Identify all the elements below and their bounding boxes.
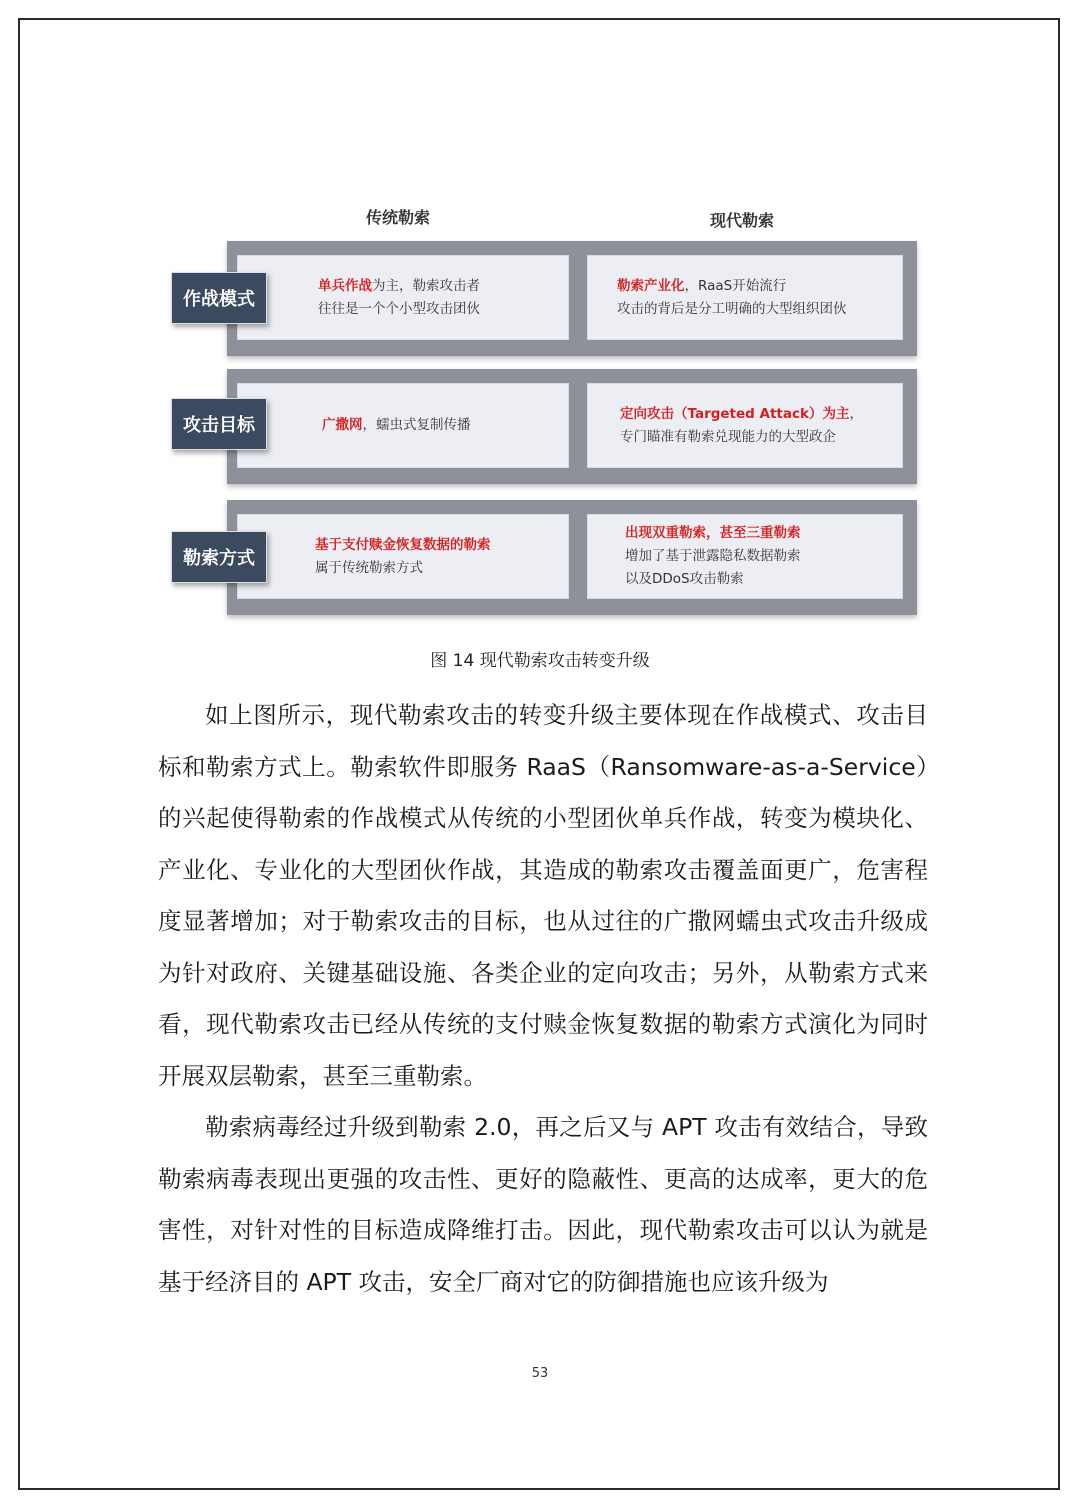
- row-band-attack-target: [227, 369, 917, 484]
- cell-text-line2: 往往是一个个小型攻击团伙: [318, 300, 480, 317]
- cell-highlight: 基于支付赎金恢复数据的勒索: [315, 536, 491, 553]
- cell-traditional-extortion-method: [237, 514, 569, 599]
- row-band-combat-mode: [227, 241, 917, 356]
- cell-text-line2: 增加了基于泄露隐私数据勒索: [625, 548, 801, 564]
- cell-modern-extortion-method: [587, 514, 903, 599]
- cell-highlight: 定向攻击（Targeted Attack）为主: [620, 405, 850, 422]
- cell-text: ，RaaS开始流行: [684, 277, 787, 294]
- body-text: [158, 690, 928, 1308]
- cell-traditional-combat-mode: [237, 255, 569, 340]
- cell-text-line2: 属于传统勒索方式: [315, 559, 423, 576]
- cell-text-line3: 以及DDoS攻击勒索: [625, 571, 744, 587]
- figure-caption: 图 14 现代勒索攻击转变升级: [430, 651, 650, 671]
- cell-traditional-attack-target: [237, 383, 569, 468]
- column-header-modern: 现代勒索: [710, 211, 775, 230]
- cell-text: 为主，勒索攻击者: [372, 277, 480, 294]
- row-band-extortion-method: [227, 500, 917, 615]
- cell-modern-combat-mode: [587, 255, 903, 340]
- cell-highlight: 单兵作战: [318, 277, 372, 294]
- cell-text: ，: [849, 405, 863, 422]
- comparison-figure: [0, 0, 1080, 680]
- cell-text: ，蠕虫式复制传播: [362, 417, 471, 433]
- row-label-attack-target: 攻击目标: [171, 398, 267, 450]
- row-label-extortion-method: 勒索方式: [171, 531, 267, 583]
- paragraph: 如上图所示，现代勒索攻击的转变升级主要体现在作战模式、攻击目标和勒索方式上。勒索软件即服务 RaaS（Ransomware-as-a-Service）的兴起使得勒索的作战模式从传统的小型团伙单兵作战，转变为模块化、产业化、专业化的大型团伙作战，其造成的勒索攻击覆盖面更广，危害程度显著增加；对于勒索攻击的目标，也从过往的广撒网蠕虫式攻击升级成为针对政府、关键基础设施、各类企业的定向攻击；另外，从勒索方式来看，现代勒索攻击已经从传统的支付赎金恢复数据的勒索方式演化为同时开展双层勒索，甚至三重勒索。: [158, 701, 928, 1090]
- column-header-traditional: 传统勒索: [366, 208, 431, 227]
- row-label-combat-mode: 作战模式: [171, 272, 267, 324]
- cell-highlight: 广撒网: [322, 417, 363, 433]
- cell-modern-attack-target: [587, 383, 903, 468]
- cell-highlight: 出现双重勒索，甚至三重勒索: [625, 525, 801, 541]
- cell-text-line2: 攻击的背后是分工明确的大型组织团伙: [617, 300, 847, 317]
- cell-highlight: 勒索产业化: [617, 277, 685, 294]
- paragraph: 勒索病毒经过升级到勒索 2.0，再之后又与 APT 攻击有效结合，导致勒索病毒表现出更强的攻击性、更好的隐蔽性、更高的达成率，更大的危害性，对针对性的目标造成降维打击。因此，现代勒索攻击可以认为就是基于经济目的 APT 攻击，安全厂商对它的防御措施也应该升级为: [158, 1113, 928, 1296]
- cell-text-line2: 专门瞄准有勒索兑现能力的大型政企: [620, 428, 836, 445]
- page-number: 53: [531, 1366, 549, 1381]
